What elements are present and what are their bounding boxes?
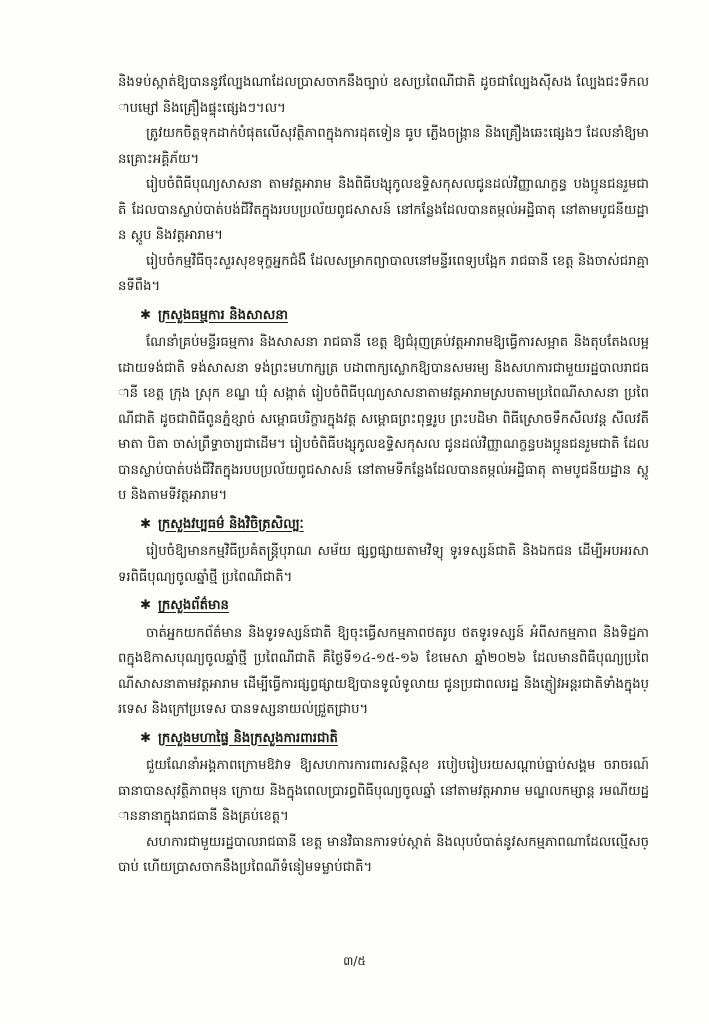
intro-paragraph-3: រៀបចំពិធីបុណ្យសាសនា តាមវត្តអារាម និងពិធីបង្សុកូលឧទ្ទិសកុសលជូនដល់វិញ្ញាណក្ខន្ធ បងប្អូនជនរួមជាតិ ដែលបានស្លាប់បាត់បង់ជីវិតក្នុងរបបប្រល័យពូជសាសន៍ នៅកន្លែងដែលបានតម្កល់អដ្ឋិធាតុ នៅតាមបូជនីយដ្ឋាន ស្តូប និងវត្តអារាម។ <box>118 177 649 243</box>
section-heading-religion <box>140 303 649 329</box>
section-heading-culture <box>140 512 649 538</box>
interior-paragraph-2: សហការជាមួយរដ្ឋបាលរាជធានី ខេត្ត មានវិធានការទប់ស្កាត់ និងលុបបំបាត់នូវសកម្មភាពណាដែលល្មើសច្បាប់ ហើយប្រាសចាកនឹងប្រពៃណីទំនៀមទម្លាប់ជាតិ។ <box>118 834 649 875</box>
section-heading-information <box>140 593 649 619</box>
asterisk-bullet-icon: ✱ <box>140 307 152 323</box>
intro-paragraph-1: និងទប់ស្កាត់ឱ្យបាននូវល្បែងណាដែលប្រាសចាកនឹងច្បាប់ ឧសប្រពៃណីជាតិ ដូចជាល្បែងស៊ីសង ល្បែងជះទឹកលាបម្សៅ និងគ្រឿងផ្ទុះផ្សេងៗ។ល។ <box>118 75 649 116</box>
interior-paragraph-1: ជួយណែនាំអង្គភាពក្រោមឱវាទ ឱ្យសហការការពារសន្តិសុខ របៀបរៀបរយសណ្តាប់ធ្នាប់សង្គម ចរាចរណ៍ ធានាបានសុវត្ថិភាពមុន ក្រោយ និងក្នុងពេលប្រារព្ធពិធីបុណ្យចូលឆ្នាំ នៅតាមវត្តអារាម មណ្ឌលកម្សាន្ត រមណីយដ្ឋាននានាក្នុងរាជធានី និងគ្រប់ខេត្ត។ <box>118 758 649 824</box>
section-heading-text: ក្រសួងធម្មការ និងសាសនា <box>158 307 288 323</box>
section-heading-text: ក្រសួងមហាផ្ទៃ និងក្រសួងការពារជាតិ <box>158 730 338 746</box>
intro-paragraph-4: រៀបចំកម្មវិធីចុះសួរសុខទុក្ខអ្នកជំងឺ ដែលសម្រាកព្យាបាលនៅមន្ទីរពេទ្យបង្អែក រាជធានី ខេត្ត និងចាស់ជរាគ្មានទីពឹង។ <box>118 253 649 294</box>
religion-paragraph: ណែនាំគ្រប់មន្ទីរធម្មការ និងសាសនា រាជធានី ខេត្ត ឱ្យជំរុញគ្រប់វត្តអារាមឱ្យធ្វើការសម្អាត និងតុបតែងលម្អដោយទង់ជាតិ ទង់សាសនា ទង់ព្រះមហាក្សត្រ បដាពាក្យស្លោកឱ្យបានសមរម្យ និងសហការជាមួយរដ្ឋបាលរាជធានី ខេត្ត ក្រុង ស្រុក ខណ្ឌ ឃុំ សង្កាត់ រៀបចំពិធីបុណ្យសាសនាតាមវត្តអារាមស្របតាមប្រពៃណីសាសនា ប្រពៃណីជាតិ ដូចជាពិធីពូនភ្នំខ្សាច់ សម្ពោធបរិក្ខារក្នុងវត្ត សម្ពោធព្រះពុទ្ធរូប ព្រះបដិមា ពិធីស្រោចទឹកសីលវន្ត សីលវតី មាតា បិតា ចាស់ព្រឹទ្ធាចារ្យជាដើម។ រៀបចំពិធីបង្សុកូលឧទ្ទិសកុសល ជូនដល់វិញ្ញាណក្ខន្ធបងប្អូនជនរួមជាតិ ដែលបានស្លាប់បាត់បង់ជីវិតក្នុងរបបប្រល័យពូជសាសន៍ នៅតាមទីកន្លែងដែលបានតម្កល់អដ្ឋិធាតុ តាមបូជនីយដ្ឋាន ស្តូប និងតាមទីវត្តអារាម។ <box>118 335 649 503</box>
page-number: ៣/៥ <box>343 954 366 968</box>
section-heading-text: ក្រសួងព័ត៌មាន <box>158 598 229 613</box>
information-paragraph: ចាត់អ្នកយកព័ត៌មាន និងទូរទស្សន៍ជាតិ ឱ្យចុះធ្វើសកម្មភាពថតរូប ថតទូរទស្សន៍ អំពីសកម្មភាព និងទិដ្ឋភាពក្នុងឱកាសបុណ្យចូលឆ្នាំថ្មី ប្រពៃណីជាតិ គឺថ្ងៃទី១៤-១៥-១៦ ខែមេសា ឆ្នាំ២០២៦ ដែលមានពិធីបុណ្យប្រពៃណីសាសនាតាមវត្តអារាម ដើម្បីធ្វើការផ្សព្វផ្សាយឱ្យបានទូលំទូលាយ ជូនប្រជាពលរដ្ឋ និងភ្ញៀវអន្តរជាតិទាំងក្នុងប្រទេស និងក្រៅប្រទេស បានទស្សនាយល់ជ្រួតជ្រាប។ <box>118 625 649 717</box>
intro-paragraph-2: ត្រូវយកចិត្តទុកដាក់បំផុតលើសុវត្ថិភាពក្នុងការដុតទៀន ធូប ភ្លើងចង្ក្រាន និងគ្រឿងឆេះផ្សេងៗ ដែលនាំឱ្យមានគ្រោះអគ្គិភ័យ។ <box>118 126 649 167</box>
asterisk-bullet-icon: ✱ <box>140 516 152 532</box>
asterisk-bullet-icon: ✱ <box>140 730 152 746</box>
asterisk-bullet-icon: ✱ <box>140 598 152 613</box>
section-heading-text: ក្រសួងវប្បធម៌ និងវិចិត្រសិល្បៈ <box>158 516 304 532</box>
culture-paragraph: រៀបចំឱ្យមានកម្មវិធីប្រគំតន្ត្រីបុរាណ សម័យ ផ្សព្វផ្សាយតាមវិទ្យុ ទូរទស្សន៍ជាតិ និងឯកជន ដើម្បីអបអរសាទរពិធីបុណ្យចូលឆ្នាំថ្មី ប្រពៃណីជាតិ។ <box>118 544 649 585</box>
section-heading-interior-defense <box>140 726 649 752</box>
